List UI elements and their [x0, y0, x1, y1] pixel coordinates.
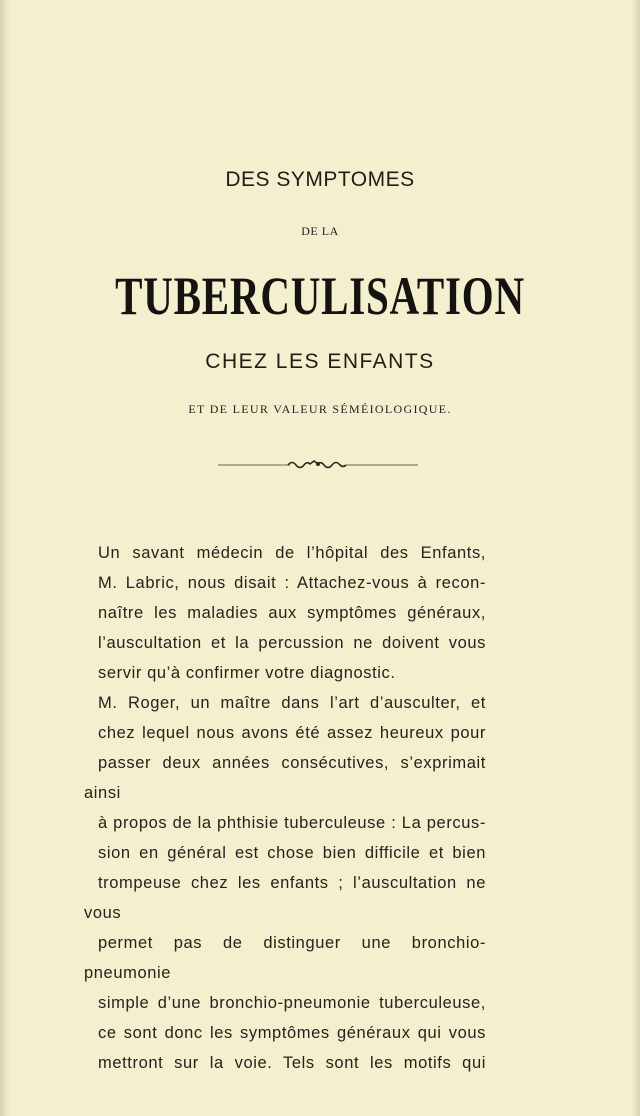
- ornament-divider-icon: [218, 458, 418, 470]
- paragraph-2-line: simple d’une bronchio-pneumonie tuberculeuse,: [98, 994, 486, 1012]
- paragraph-2-line: permet pas de distinguer une bronchio-pneumonie: [84, 934, 486, 982]
- paragraph-2-line: mettront sur la voie. Tels sont les motifs qui: [98, 1054, 486, 1072]
- main-title: TUBERCULISATION: [115, 266, 525, 326]
- heading-subtitle: ET DE LEUR VALEUR SÉMÉIOLOGIQUE.: [188, 402, 452, 416]
- paragraph-2-line: M. Roger, un maître dans l’art d’ausculter, et: [98, 694, 486, 712]
- paragraph-2-line: à propos de la phthisie tuberculeuse : La percus-: [98, 814, 486, 832]
- paragraph-1-line: servir qu’à confirmer votre diagnostic.: [98, 664, 396, 682]
- paragraph-2-line: sion en général est chose bien difficile et bien: [98, 844, 486, 862]
- paragraph-1-line: naître les maladies aux symptômes généraux,: [98, 604, 486, 622]
- paragraph-1-line: Un savant médecin de l’hôpital des Enfants,: [98, 544, 486, 562]
- heading-chez-les-enfants: CHEZ LES ENFANTS: [205, 350, 435, 373]
- paragraph-1-line: l’auscultation et la percussion ne doivent vous: [98, 634, 486, 652]
- paragraph-2-line: ce sont donc les symptômes généraux qui vous: [98, 1024, 486, 1042]
- paragraph-1-line: M. Labric, nous disait : Attachez-vous à recon-: [98, 574, 486, 592]
- paragraph-2-line: passer deux années consécutives, s’exprimait ainsi: [84, 754, 486, 802]
- paragraph-2: [84, 688, 486, 1078]
- heading-des-symptomes: DES SYMPTOMES: [225, 168, 415, 191]
- paragraph-2-line: trompeuse chez les enfants ; l’auscultation ne vous: [84, 874, 486, 922]
- paragraph-2-line: chez lequel nous avons été assez heureux pour: [98, 724, 486, 742]
- heading-de-la: DE LA: [301, 224, 339, 238]
- paragraph-1: [84, 538, 486, 688]
